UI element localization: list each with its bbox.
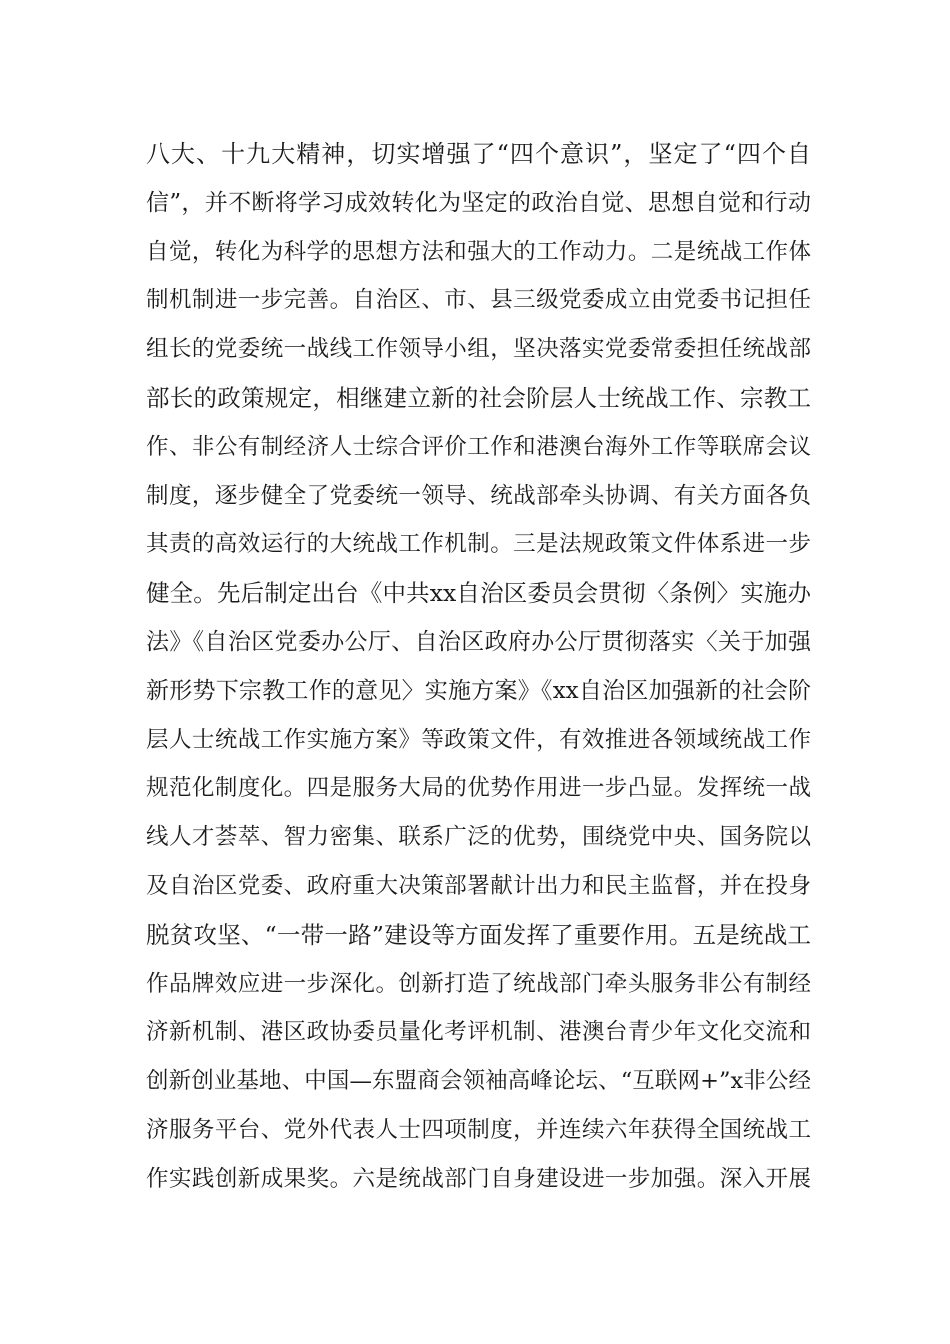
text-line: 八大、十九大精神，切实增强了“四个意识”，坚定了“四个自 [146, 140, 811, 168]
text-line: 作、非公有制经济人士综合评价工作和港澳台海外工作等联席会议 [146, 433, 811, 460]
text-line: 部长的政策规定，相继建立新的社会阶层人士统战工作、宗教工 [146, 383, 811, 412]
text-line: 创新创业基地、中国—东盟商会领袖高峰论坛、“互联网+”x非公经 [146, 1068, 811, 1095]
text-line: 法》《自治区党委办公厅、自治区政府办公厅贯彻落实〈关于加强 [146, 628, 811, 655]
text-line: 规范化制度化。四是服务大局的优势作用进一步凸显。发挥统一战 [146, 775, 811, 802]
text-line: 制机制进一步完善。自治区、市、县三级党委成立由党委书记担任 [146, 287, 811, 314]
text-line: 及自治区党委、政府重大决策部署献计出力和民主监督，并在投身 [146, 872, 811, 899]
text-line: 制度，逐步健全了党委统一领导、统战部牵头协调、有关方面各负 [146, 482, 811, 509]
text-line: 信”，并不断将学习成效转化为坚定的政治自觉、思想自觉和行动 [146, 189, 811, 216]
text-line: 新形势下宗教工作的意见〉实施方案》《xx自治区加强新的社会阶 [146, 677, 811, 704]
text-line: 作实践创新成果奖。六是统战部门自身建设进一步加强。深入开展 [146, 1165, 811, 1192]
text-line: 组长的党委统一战线工作领导小组，坚决落实党委常委担任统战部 [146, 336, 811, 363]
text-line: 线人才荟萃、智力密集、联系广泛的优势，围绕党中央、国务院以 [146, 824, 811, 851]
text-line: 济新机制、港区政协委员量化考评机制、港澳台青少年文化交流和 [146, 1019, 811, 1046]
body-text [146, 130, 811, 1204]
text-line: 脱贫攻坚、“一带一路”建设等方面发挥了重要作用。五是统战工 [146, 920, 811, 949]
text-line: 作品牌效应进一步深化。创新打造了统战部门牵头服务非公有制经 [146, 970, 811, 997]
text-line: 健全。先后制定出台《中共xx自治区委员会贯彻〈条例〉实施办 [146, 579, 811, 608]
text-line: 层人士统战工作实施方案》等政策文件，有效推进各领域统战工作 [146, 726, 811, 753]
text-line: 济服务平台、党外代表人士四项制度，并连续六年获得全国统战工 [146, 1116, 811, 1143]
text-line: 其责的高效运行的大统战工作机制。三是法规政策文件体系进一步 [146, 531, 811, 558]
text-line: 自觉，转化为科学的思想方法和强大的工作动力。二是统战工作体 [146, 238, 811, 265]
